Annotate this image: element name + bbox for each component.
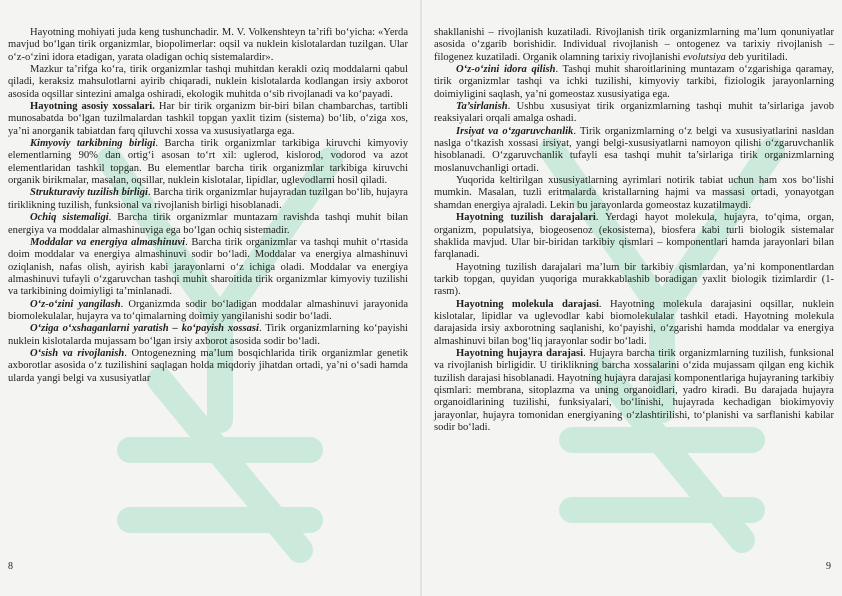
term-heading: Ta’sirlanish	[456, 101, 508, 113]
paragraph-text: Mazkur ta’rifga ko‘ra, tirik organizmlar tashqi muhitdan kerakli oziq moddalarni qabul qiladi, keraksiz mahsulotlarni ayirib chiqaradi, nuklein kislotalarda kodlangan irsiy axborot asosida oqsillar sintezini amalga oshiradi, ekologik muhitda o‘sib rivojlanadi va ko‘payadi.	[8, 64, 408, 100]
term-heading: Hayotning tuzilish darajalari	[456, 212, 596, 224]
paragraph-text: . Ontogenezning ma’lum bosqichlarida tirik organizmlar genetik axborotlar asosida o‘z tuzilishini saqlagan holda miqdoriy jihatdan ortadi, ya’ni o‘sadi hamda ularda yangi belgi va xususiyatlar	[8, 347, 408, 384]
paragraph-text: Hayotning tuzilish darajalari ma’lum bir tarkibiy qismlardan, ya’ni komponentlardan tarkib topgan, quyidan yuqoriga murakkablashib boradigan yaxlit biologik tizimlardir (1-rasm).	[434, 261, 834, 298]
paragraph	[8, 299, 408, 324]
term-heading: Ochiq sistemaligi	[30, 212, 109, 224]
term-heading: O‘sish va rivojlanish	[30, 347, 125, 359]
paragraph-text: shakllanishi – rivojlanish kuzatiladi. Rivojlanish tirik organizmlarning ma’lum qonuniyatlar asosida o‘zgarib borishidir. Individual rivojlanish – ontogenez va tarixiy rivojlanish – filogenez kuzatiladi. Organik olamning tarixiy rivojlanishi	[434, 27, 834, 63]
term-heading: Hayotning hujayra darajasi	[456, 347, 584, 359]
paragraph-text: . Tirik organizmlarning ko‘payishi nuklein kislotalarda mujassam bo‘lgan irsiy axborot asosida sodir bo‘ladi.	[8, 323, 408, 347]
paragraph-text: . Yerdagi hayot molekula, hujayra, to‘qima, organ, organizm, populatsiya, biogeosenoz (ekosistema), biosfera kabi turli biologik sistemalar shaklida mavjud. Ular bir-biridan tarkibiy qismlari – komponentlari hamda jarayonlari bilan farqlanadi.	[434, 212, 834, 261]
paragraph-text: . Barcha tirik organizmlar muntazam ravishda tashqi muhit bilan energiya va moddalar almashinuviga ega bo‘lgan ochiq sistemadir.	[8, 212, 409, 236]
paragraph-text: . Organizmda sodir bo‘ladigan moddalar almashinuvi jarayonida biomolekulalar, hujayra va to‘qimalarning doimiy yangilanishi sodir bo‘ladi.	[8, 298, 408, 322]
paragraph	[8, 237, 408, 299]
paragraph	[8, 323, 408, 348]
page-number-left: 8	[8, 561, 13, 572]
paragraph	[8, 64, 408, 101]
right-page	[422, 0, 842, 596]
term-heading: O‘z-o‘zini yangilash	[30, 298, 121, 310]
paragraph	[434, 262, 834, 299]
paragraph	[434, 126, 834, 175]
left-text-column	[8, 27, 408, 385]
paragraph	[434, 27, 834, 64]
paragraph	[8, 348, 408, 385]
term-heading: Kimyoviy tarkibning birligi	[30, 138, 156, 150]
paragraph	[434, 348, 834, 434]
page-number-right: 9	[826, 561, 831, 572]
paragraph-text: . Hujayra barcha tirik organizmlarning tuzilish, funksional va rivojlanish birligidir. U tiriklikning barcha xossalarini o‘zida mujassam qilgan eng kichik tuzilish darajasi hisoblanadi. Hayotning hujayra darajasi komponentlariga hujayraning tarkibiy qismlari: membrana, sitoplazma va uning organoidlari, yadro kiradi. Bu darajada hujayra organoidlarining tuzilishi, funksiyalari, bo‘linishi, hujayrada kechadigan biokimyoviy jarayonlar, hujayra tomonidan energiyaning o‘zlashtirilishi, to‘planishi va sarflanishi kabilar sodir bo‘ladi.	[434, 347, 834, 433]
term-heading: Irsiyat va o‘zgaruvchanlik	[456, 125, 574, 137]
paragraph-text: . Tirik organizmlarning o‘z belgi va xususiyatlarini nasldan naslga o‘tkazish xossasi irsiyat, yangi belgi-xususiyatlarni namoyon qilishi o‘zgaruvchanlik hisoblanadi. O‘zgaruvchanlik tufayli esa tashqi muhit ta’sirlariga tirik organizmlarning moslanuvchanligi ortadi.	[434, 125, 834, 174]
term-heading: Hayotning asosiy xossalari.	[30, 101, 155, 113]
paragraph-text: deb yuritiladi.	[725, 51, 788, 63]
paragraph-text: Hayotning mohiyati juda keng tushunchadir. M. V. Volkenshteyn ta’rifi bo‘yicha: «Yerda mavjud bo‘lgan tirik organizmlar, biopolimerlar: oqsil va nuklein kislotalardan tuzilgan. Ular o‘z-o‘zini idora etadigan, yarata oladigan ochiq sistemalardir».	[8, 27, 408, 63]
paragraph	[8, 101, 408, 138]
paragraph	[434, 175, 834, 212]
paragraph	[8, 138, 408, 187]
term-heading: O‘ziga o‘xshaganlarni yaratish – ko‘payish xossasi	[30, 323, 259, 335]
paragraph	[434, 101, 834, 126]
paragraph-text: Yuqorida keltirilgan xususiyatlarning ayrimlari notirik tabiat uchun ham xos bo‘lishi mumkin. Masalan, tuzli eritmalarda kristallarning hajmi va massasi ortadi, yonayotgan shamdan energiya ajraladi. Lekin bu jarayonlarda gomeostaz kuzatilmaydi.	[434, 175, 834, 211]
paragraph	[8, 212, 408, 237]
left-page	[0, 0, 420, 596]
paragraph-text: . Ushbu xususiyat tirik organizmlarning tashqi muhit ta’sirlariga javob reaksiyalari orqali amalga oshadi.	[434, 101, 834, 125]
term-heading: Strukturaviy tuzilish birligi	[30, 187, 148, 199]
paragraph-text: . Barcha tirik organizmlar tarkibiga kiruvchi kimyoviy elementlarning 90% dan ortig‘i asosan to‘rt xil: uglerod, kislorod, vodorod va azot elementlaridan tashkil topgan. Bu elementlar barcha tirik organizmlar tarkibiga kiruvchi organik birikmalar, masalan, oqsillar, nuklein kislotalar, lipidlar, uglevodlarni hosil qiladi.	[8, 138, 408, 187]
paragraph-text: . Barcha tirik organizmlar va tashqi muhit o‘rtasida doim moddalar va energiya almashinuvi sodir bo‘ladi. Moddalar va energiya almashinuvi oziqlanish, nafas olish, ayirish kabi jarayonlarni o‘z ichiga oladi. Moddalar va energiya almashinuvi tufayli o‘zgaruvchan tashqi muhit sharoitida tirik organizmlar kimyoviy tuzilishi va tarkibining doimiyligi ta’minlanadi.	[8, 236, 408, 298]
right-text-column	[434, 27, 834, 434]
paragraph-text: . Hayotning molekula darajasini oqsillar, nuklein kislotalar, lipidlar va uglevodlar kabi biomolekulalar tashkil etadi. Hayotning molekula darajasida irsiy axborotning saqlanishi, ko‘payishi, o‘zgarishi hamda moddalar va energiya almashinuvi bilan bog‘liq jarayonlar sodir bo‘ladi.	[434, 298, 835, 347]
paragraph-text: . Barcha tirik organizmlar hujayradan tuzilgan bo‘lib, hujayra tiriklikning tuzilish, funksional va rivojlanish birligi hisoblanadi.	[8, 187, 408, 211]
paragraph	[8, 27, 408, 64]
paragraph	[434, 299, 834, 348]
term-heading: O‘z-o‘zini idora qilish	[456, 64, 556, 76]
paragraph-text: . Tashqi muhit sharoitlarining muntazam o‘zgarishiga qaramay, tirik organizmlar tashqi va ichki tuzilishi, kimyoviy tarkibi, fiziologik jarayonlarning doimiyligini saqlash, ya’ni gomeostaz xususiyatiga ega.	[434, 64, 835, 100]
paragraph-text: Har bir tirik organizm bir-biri bilan chambarchas, tartibli munosabatda bo‘lgan tuzilmalardan tashkil topgan yaxlit tizim (sistema) bo‘lib, o‘ziga xos, ya’ni anorganik tabiatdan farq qiluvchi xossa va xususiyatlarga ega.	[8, 101, 409, 137]
paragraph	[434, 212, 834, 261]
term-heading: Hayotning molekula darajasi	[456, 298, 599, 310]
term-heading: evolutsiya	[683, 51, 726, 63]
paragraph	[434, 64, 834, 101]
paragraph	[8, 187, 408, 212]
term-heading: Moddalar va energiya almashinuvi	[30, 236, 186, 248]
